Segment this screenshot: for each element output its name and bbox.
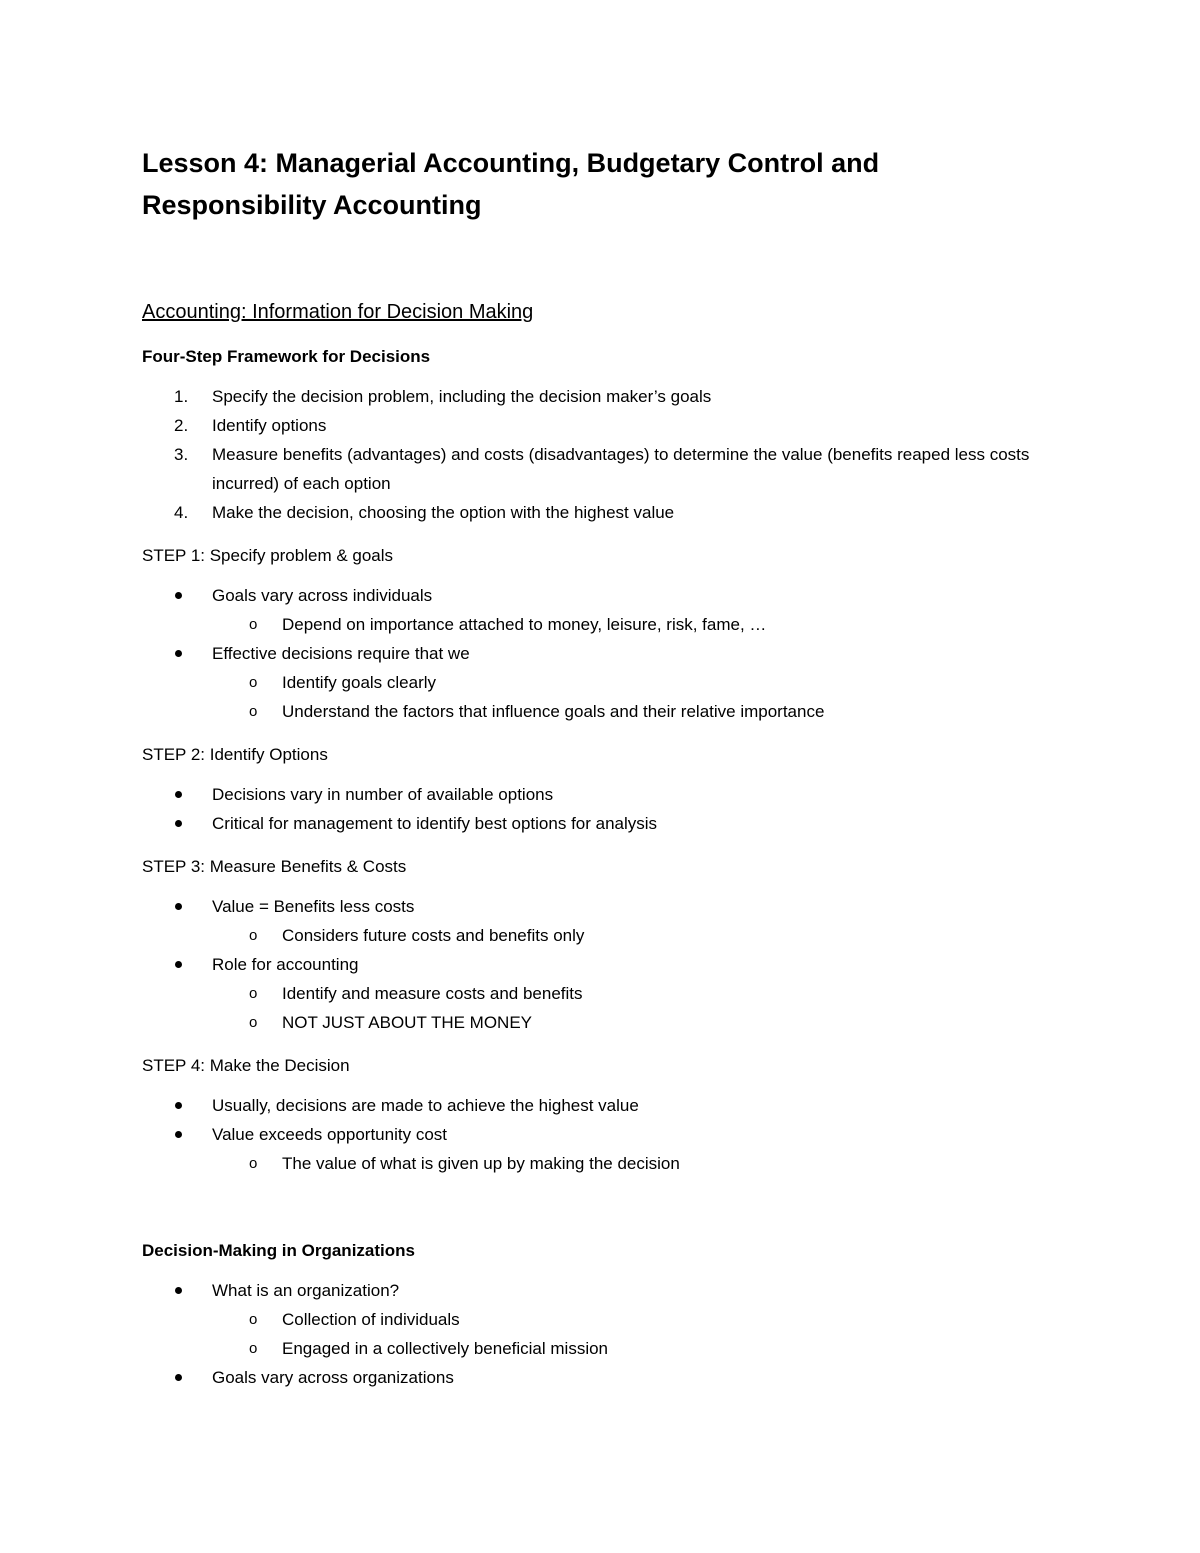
sub-list-item xyxy=(212,697,1042,726)
list-item xyxy=(142,440,1042,498)
document-page xyxy=(142,142,1042,1392)
list-number: 1. xyxy=(174,387,189,406)
list-item xyxy=(142,1363,1042,1392)
list-item xyxy=(142,1091,1042,1120)
sub-list-item xyxy=(212,668,1042,697)
list-item xyxy=(142,639,1042,726)
sub-list-item xyxy=(212,610,1042,639)
list-item-text: Value = Benefits less costs xyxy=(212,897,415,916)
section-heading-decision-making: Accounting: Information for Decision Making xyxy=(142,301,534,323)
list-item-text: Measure benefits (advantages) and costs (disadvantages) to determine the value (benefits reaped less costs incurred) of each option xyxy=(212,445,1030,493)
list-item-text: Role for accounting xyxy=(212,955,359,974)
bullet-icon xyxy=(175,1102,182,1109)
list-item-text: Make the decision, choosing the option with the highest value xyxy=(212,503,675,522)
sub-list-item-text: NOT JUST ABOUT THE MONEY xyxy=(282,1013,533,1032)
circle-bullet-icon: o xyxy=(249,1155,258,1172)
section-heading-organizations: Decision-Making in Organizations xyxy=(142,1241,415,1260)
bullet-icon xyxy=(175,1131,182,1138)
list-item-text: Decisions vary in number of available options xyxy=(212,785,554,804)
bullet-icon xyxy=(175,592,182,599)
circle-bullet-icon: o xyxy=(249,927,258,944)
bullet-icon xyxy=(175,961,182,968)
list-item xyxy=(142,780,1042,809)
step4-heading: STEP 4: Make the Decision xyxy=(142,1056,350,1075)
sub-list-item-text: The value of what is given up by making the decision xyxy=(282,1154,680,1173)
sub-list xyxy=(212,610,1042,639)
circle-bullet-icon: o xyxy=(249,616,258,633)
list-item xyxy=(142,1120,1042,1178)
framework-steps-list xyxy=(142,382,1042,527)
list-item xyxy=(142,411,1042,440)
list-item-text: Critical for management to identify best options for analysis xyxy=(212,814,658,833)
sub-list-item-text: Identify goals clearly xyxy=(282,673,437,692)
organizations-bullets xyxy=(142,1276,1042,1392)
step4-bullets xyxy=(142,1091,1042,1178)
list-item xyxy=(142,382,1042,411)
sub-list-item xyxy=(212,1334,1042,1363)
title-line-2: Responsibility Accounting xyxy=(142,190,482,220)
step2-bullets xyxy=(142,780,1042,838)
circle-bullet-icon: o xyxy=(249,674,258,691)
sub-list-item xyxy=(212,921,1042,950)
list-item-text: Identify options xyxy=(212,416,327,435)
title-line-1: Lesson 4: Managerial Accounting, Budgetary Control and xyxy=(142,148,880,178)
list-item xyxy=(142,498,1042,527)
sub-list-item xyxy=(212,1149,1042,1178)
sub-list xyxy=(212,1305,1042,1363)
sub-list-item-text: Depend on importance attached to money, leisure, risk, fame, … xyxy=(282,615,767,634)
sub-list xyxy=(212,979,1042,1037)
sub-list-item xyxy=(212,1305,1042,1334)
sub-list-item-text: Engaged in a collectively beneficial mission xyxy=(282,1339,609,1358)
sub-list-item-text: Understand the factors that influence goals and their relative importance xyxy=(282,702,825,721)
bullet-icon xyxy=(175,820,182,827)
circle-bullet-icon: o xyxy=(249,1014,258,1031)
bullet-icon xyxy=(175,650,182,657)
sub-list xyxy=(212,921,1042,950)
circle-bullet-icon: o xyxy=(249,1311,258,1328)
framework-heading: Four-Step Framework for Decisions xyxy=(142,347,431,366)
list-item-text: Goals vary across organizations xyxy=(212,1368,454,1387)
step3-bullets xyxy=(142,892,1042,1037)
sub-list-item xyxy=(212,1008,1042,1037)
list-item-text: What is an organization? xyxy=(212,1281,400,1300)
bullet-icon xyxy=(175,1374,182,1381)
step2-heading: STEP 2: Identify Options xyxy=(142,745,328,764)
document-title xyxy=(142,142,1042,226)
step3-heading: STEP 3: Measure Benefits & Costs xyxy=(142,857,407,876)
list-item-text: Specify the decision problem, including the decision maker’s goals xyxy=(212,387,712,406)
circle-bullet-icon: o xyxy=(249,985,258,1002)
step1-bullets xyxy=(142,581,1042,726)
sub-list xyxy=(212,668,1042,726)
list-number: 2. xyxy=(174,416,189,435)
circle-bullet-icon: o xyxy=(249,703,258,720)
sub-list-item-text: Collection of individuals xyxy=(282,1310,460,1329)
list-item xyxy=(142,581,1042,639)
list-number: 4. xyxy=(174,503,189,522)
circle-bullet-icon: o xyxy=(249,1340,258,1357)
list-item xyxy=(142,809,1042,838)
list-item-text: Effective decisions require that we xyxy=(212,644,470,663)
list-item-text: Goals vary across individuals xyxy=(212,586,433,605)
list-item-text: Value exceeds opportunity cost xyxy=(212,1125,447,1144)
list-item xyxy=(142,892,1042,950)
sub-list xyxy=(212,1149,1042,1178)
sub-list-item-text: Identify and measure costs and benefits xyxy=(282,984,583,1003)
list-item xyxy=(142,950,1042,1037)
bullet-icon xyxy=(175,1287,182,1294)
sub-list-item-text: Considers future costs and benefits only xyxy=(282,926,585,945)
list-item xyxy=(142,1276,1042,1363)
bullet-icon xyxy=(175,791,182,798)
bullet-icon xyxy=(175,903,182,910)
sub-list-item xyxy=(212,979,1042,1008)
list-number: 3. xyxy=(174,445,189,464)
step1-heading: STEP 1: Specify problem & goals xyxy=(142,546,394,565)
list-item-text: Usually, decisions are made to achieve the highest value xyxy=(212,1096,639,1115)
